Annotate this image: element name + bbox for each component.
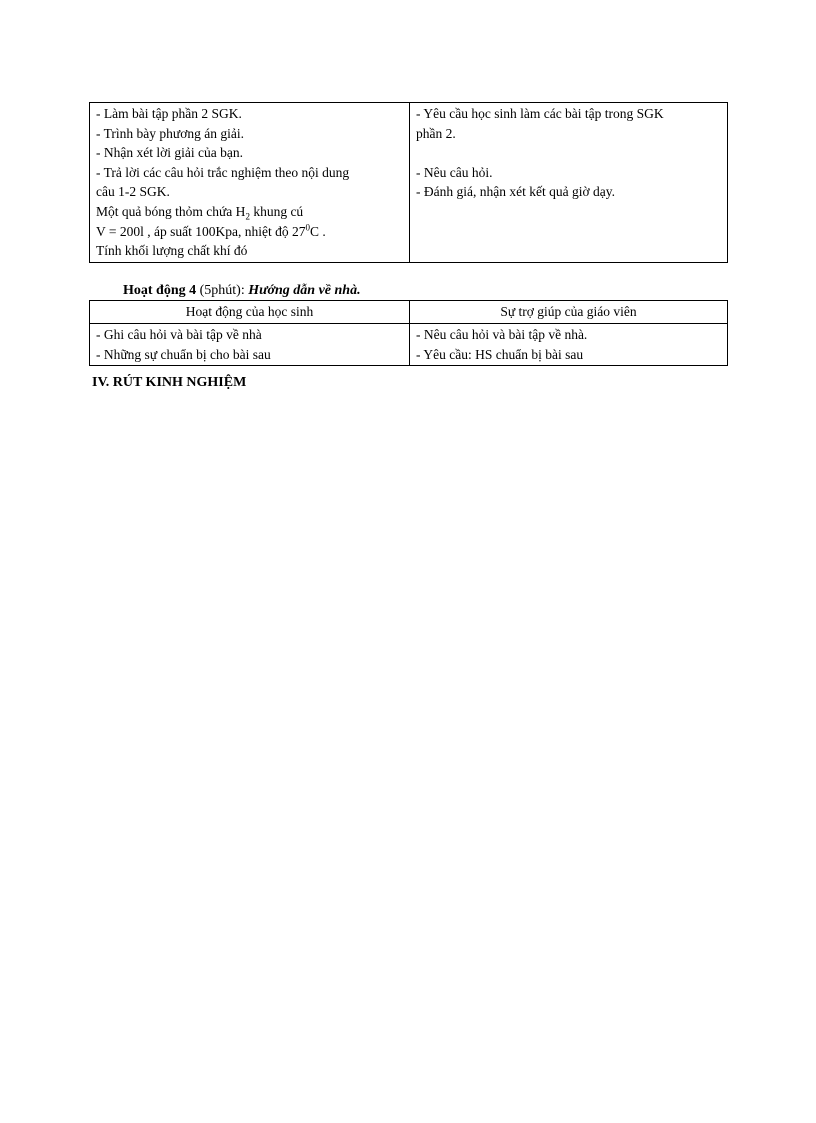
exercise-table [89,102,728,263]
problem-text: V = 200l , áp suất 100Kpa, nhiệt độ 27 [96,223,306,239]
list-item: - Những sự chuẩn bị cho bài sau [96,346,271,362]
problem-line-1 [96,202,403,222]
list-item: - Yêu cầu học sinh làm các bài tập trong SGK [416,106,664,121]
list-item: - Đánh giá, nhận xét kết quả giờ dạy. [416,184,615,200]
activity-4-heading [123,283,361,299]
list-item: - Nhận xét lời giải của bạn. [96,145,243,161]
problem-text: Một quả bóng thỏm chứa H [96,203,246,219]
subscript: 2 [245,211,250,222]
list-item: - Làm bài tập phần 2 SGK. [96,106,242,121]
list-item: - Trình bày phương án giải. [96,125,244,141]
problem-line-2 [96,222,403,242]
header-teacher: Sự trợ giúp của giáo viên [410,301,728,324]
list-item: phần 2. [416,125,456,141]
problem-text: C . [309,223,326,239]
teacher-support-cell [410,324,728,366]
teacher-support-cell [410,103,728,263]
header-student: Hoạt động của học sinh [90,301,410,324]
list-item: - Trả lời các câu hỏi trắc nghiệm theo nội dung [96,164,350,180]
table-row [90,324,728,366]
list-item: - Nêu câu hỏi và bài tập về nhà. [416,327,588,342]
student-activity-cell [90,103,410,263]
superscript: 0 [305,222,310,233]
homework-table [89,300,728,366]
list-item: - Nêu câu hỏi. [416,164,493,180]
list-item: - Ghi câu hỏi và bài tập về nhà [96,327,262,342]
problem-line-3: Tính khối lượng chất khí đó [96,243,248,259]
table-row [90,103,728,263]
problem-text: khung cú [249,203,304,219]
activity-title: Hướng dẫn về nhà. [248,283,361,298]
list-item: câu 1-2 SGK. [96,184,170,200]
student-activity-cell [90,324,410,366]
activity-label: Hoạt động 4 [123,283,197,298]
activity-time: (5phút): [196,283,249,298]
list-item: - Yêu cầu: HS chuẩn bị bài sau [416,346,584,362]
spacer [416,143,721,163]
table-header-row [90,301,728,324]
section-heading: IV. RÚT KINH NGHIỆM [92,375,247,390]
